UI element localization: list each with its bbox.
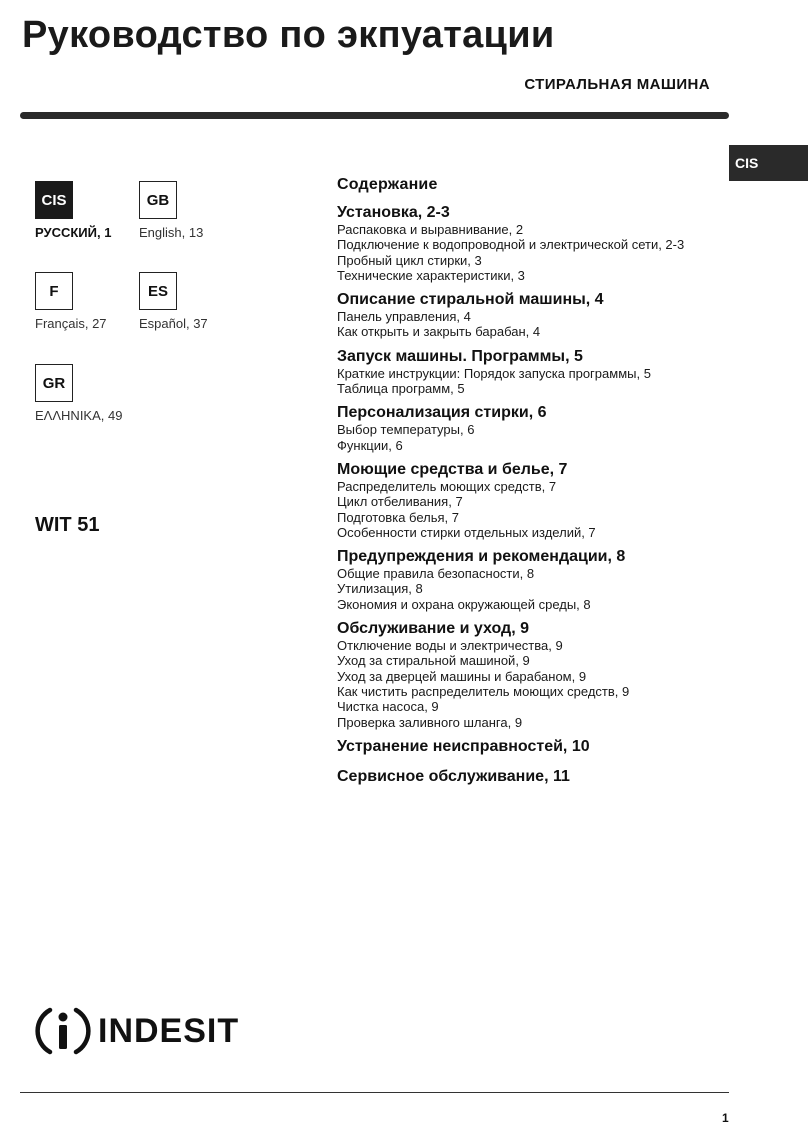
toc-section-service (337, 767, 732, 786)
toc-item[interactable]: Выбор температуры, 6 (337, 422, 475, 438)
toc-item[interactable]: Распределитель моющих средств, 7 (337, 478, 557, 494)
toc-item[interactable]: Утилизация, 8 (337, 581, 423, 597)
language-label[interactable]: ΕΛΛΗΝΙΚΑ, 49 (35, 408, 123, 423)
toc-section-detergents (337, 460, 732, 540)
language-code-box[interactable]: GB (139, 181, 177, 219)
language-es[interactable] (139, 272, 208, 331)
language-label[interactable]: РУССКИЙ, 1 (35, 225, 112, 240)
toc-section-title[interactable]: Обслуживание и уход, 9 (337, 620, 529, 638)
brand-name: INDESIT (98, 1011, 240, 1050)
language-label[interactable]: Español, 37 (139, 316, 208, 331)
toc-item[interactable]: Технические характеристики, 3 (337, 267, 525, 283)
toc-section-title[interactable]: Моющие средства и белье, 7 (337, 460, 568, 478)
top-divider (20, 112, 729, 119)
toc-section-troubleshooting (337, 737, 732, 756)
toc-section-title[interactable]: Сервисное обслуживание, 11 (337, 767, 570, 785)
language-label[interactable]: Français, 27 (35, 316, 107, 331)
language-code-box[interactable]: CIS (35, 181, 73, 219)
toc-item[interactable]: Краткие инструкции: Порядок запуска программы, 5 (337, 365, 651, 381)
toc-item[interactable]: Чистка насоса, 9 (337, 699, 439, 715)
toc-item[interactable]: Отключение воды и электричества, 9 (337, 638, 563, 654)
page-title: Руководство по экпуатации (22, 14, 555, 56)
toc-section-start (337, 347, 732, 397)
toc-item[interactable]: Экономия и охрана окружающей среды, 8 (337, 596, 591, 612)
toc-item[interactable]: Подготовка белья, 7 (337, 509, 459, 525)
toc-section-personalization (337, 403, 732, 453)
toc-heading: Содержание (337, 176, 438, 193)
toc-item[interactable]: Пробный цикл стирки, 3 (337, 252, 482, 268)
language-code-box[interactable]: F (35, 272, 73, 310)
toc-item[interactable]: Уход за стиральной машиной, 9 (337, 653, 530, 669)
toc-item[interactable]: Панель управления, 4 (337, 309, 471, 325)
language-f[interactable] (35, 272, 107, 331)
toc-item[interactable]: Особенности стирки отдельных изделий, 7 (337, 524, 596, 540)
bottom-divider (20, 1092, 729, 1093)
toc-section-title[interactable]: Персонализация стирки, 6 (337, 404, 547, 422)
language-code-box[interactable]: ES (139, 272, 177, 310)
toc-item[interactable]: Проверка заливного шланга, 9 (337, 714, 523, 730)
language-gr[interactable] (35, 364, 123, 423)
language-code-box[interactable]: GR (35, 364, 73, 402)
brand-logo (34, 1002, 239, 1060)
toc-section-title[interactable]: Установка, 2-3 (337, 204, 450, 221)
language-cis[interactable] (35, 181, 112, 240)
indesit-logo-icon (34, 1002, 92, 1060)
toc-section-title[interactable]: Устранение неисправностей, 10 (337, 737, 590, 755)
toc-item[interactable]: Цикл отбеливания, 7 (337, 494, 463, 510)
toc-item[interactable]: Подключение к водопроводной и электрической сети, 2-3 (337, 237, 685, 253)
toc-section-description (337, 290, 732, 340)
toc-item[interactable]: Уход за дверцей машины и барабаном, 9 (337, 668, 587, 684)
page-number: 1 (722, 1111, 729, 1125)
language-gb[interactable] (139, 181, 204, 240)
toc-section-maintenance (337, 619, 732, 730)
toc-item[interactable]: Таблица программ, 5 (337, 381, 465, 397)
toc-section-title[interactable]: Запуск машины. Программы, 5 (337, 347, 583, 365)
toc-section-title[interactable]: Предупреждения и рекомендации, 8 (337, 548, 626, 566)
document-subtitle: СТИРАЛЬНАЯ МАШИНА (524, 76, 710, 93)
language-side-tab[interactable]: CIS (729, 145, 808, 181)
toc-section-title[interactable]: Описание стиральной машины, 4 (337, 291, 604, 309)
toc-section-installation (337, 203, 732, 283)
toc-item[interactable]: Общие правила безопасности, 8 (337, 566, 535, 582)
toc-item[interactable]: Как открыть и закрыть барабан, 4 (337, 324, 541, 340)
toc-item[interactable]: Как чистить распределитель моющих средств, 9 (337, 683, 630, 699)
model-name: WIT 51 (35, 514, 100, 536)
language-label[interactable]: English, 13 (139, 225, 204, 240)
table-of-contents (337, 176, 732, 797)
toc-item[interactable]: Функции, 6 (337, 437, 403, 453)
toc-section-warnings (337, 547, 732, 612)
toc-item[interactable]: Распаковка и выравнивание, 2 (337, 222, 524, 237)
